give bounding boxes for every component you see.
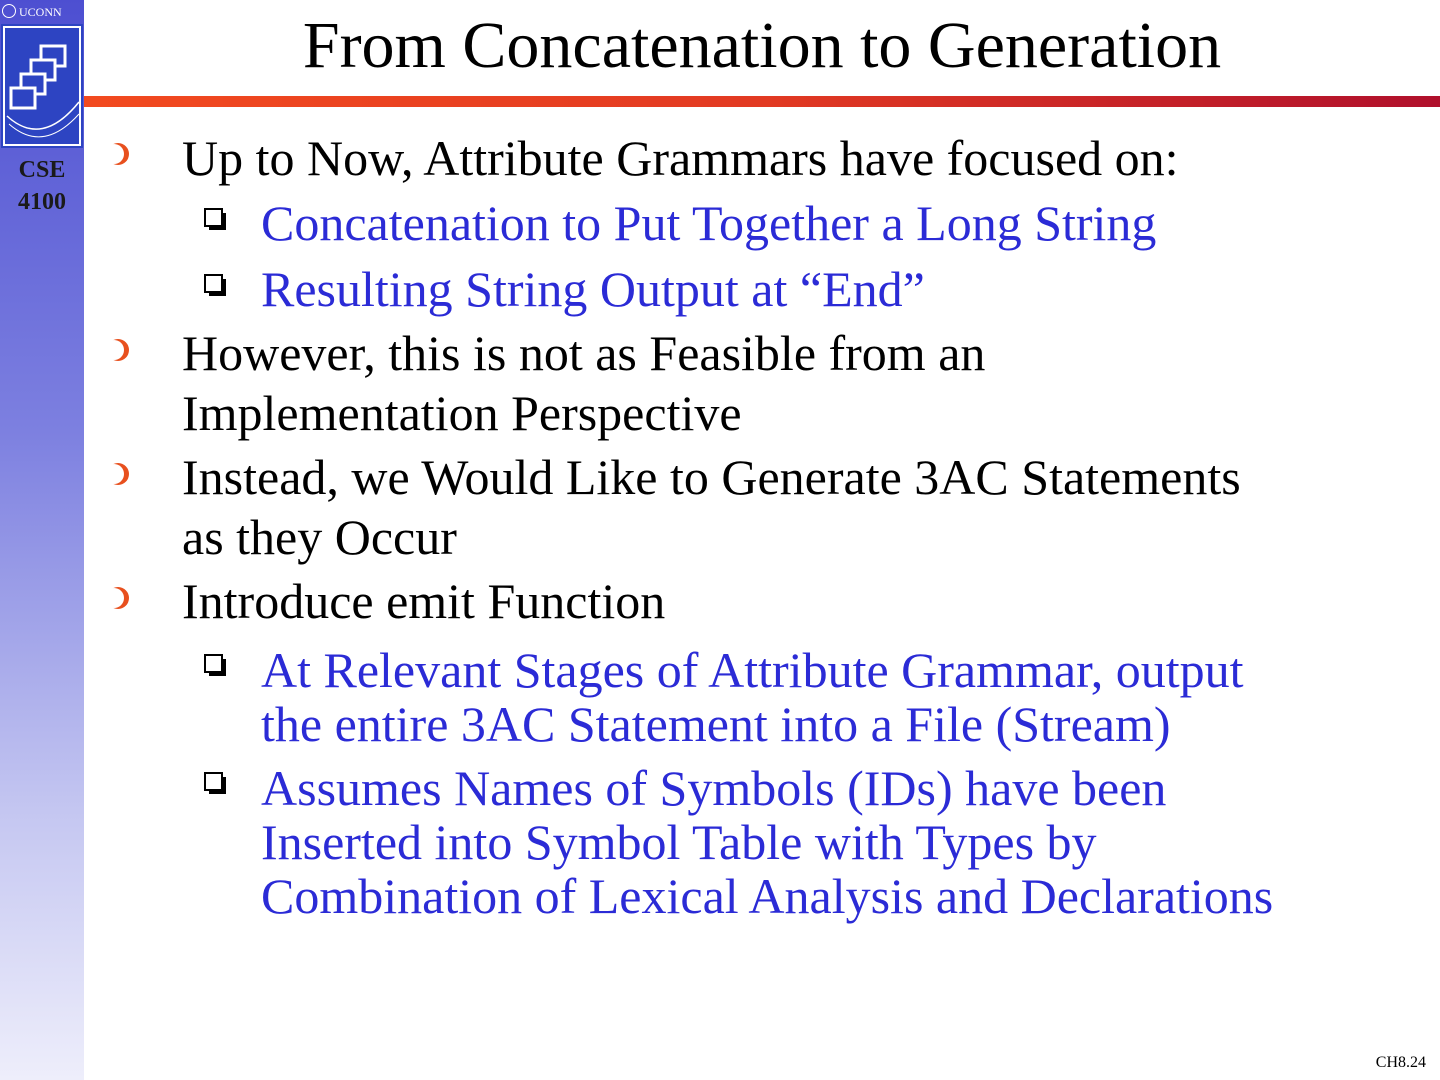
circle-bullet-icon: [104, 336, 132, 364]
sub-bullet-4-1-line-2: the entire 3AC Statement into a File (Stream): [261, 696, 1171, 752]
uconn-label: [2, 3, 82, 21]
bullet-3-line-2: as they Occur: [182, 509, 457, 565]
square-bullet-icon: [203, 272, 229, 298]
sub-bullet-4-2-line-2: Inserted into Symbol Table with Types by: [261, 814, 1097, 870]
bullet-2-line-1: However, this is not as Feasible from an: [182, 325, 986, 381]
square-bullet-icon: [203, 652, 229, 678]
square-bullet-icon: [203, 206, 229, 232]
bullet-1-text: Up to Now, Attribute Grammars have focused on:: [182, 130, 1179, 186]
university-seal-icon: [2, 4, 16, 18]
sub-bullet-1-1: Concatenation to Put Together a Long String: [261, 195, 1157, 251]
sub-bullet-4-2-line-1: Assumes Names of Symbols (IDs) have been: [261, 760, 1167, 816]
sub-bullet-4-2-line-3: Combination of Lexical Analysis and Declarations: [261, 868, 1274, 924]
institution-name: UCONN: [19, 5, 62, 19]
slide-title: From Concatenation to Generation: [302, 9, 1222, 82]
title-rule: [84, 96, 1440, 107]
circle-bullet-icon: [104, 460, 132, 488]
course-dept: CSE: [18, 157, 66, 183]
circle-bullet-icon: [104, 584, 132, 612]
bullet-3-line-1: Instead, we Would Like to Generate 3AC Statements: [182, 449, 1241, 505]
course-number: 4100: [18, 189, 66, 215]
cse-department-logo: [1, 24, 83, 148]
course-label: [0, 154, 84, 218]
slide-number: CH8.24: [1375, 1054, 1426, 1071]
bullet-4-text: Introduce emit Function: [182, 573, 666, 629]
circle-bullet-icon: [104, 140, 132, 168]
square-bullet-icon: [203, 770, 229, 796]
sub-bullet-1-2: Resulting String Output at “End”: [261, 261, 925, 317]
sub-bullet-4-1-line-1: At Relevant Stages of Attribute Grammar, output: [261, 642, 1244, 698]
bullet-2-line-2: Implementation Perspective: [182, 385, 742, 441]
sidebar: [0, 0, 84, 1080]
